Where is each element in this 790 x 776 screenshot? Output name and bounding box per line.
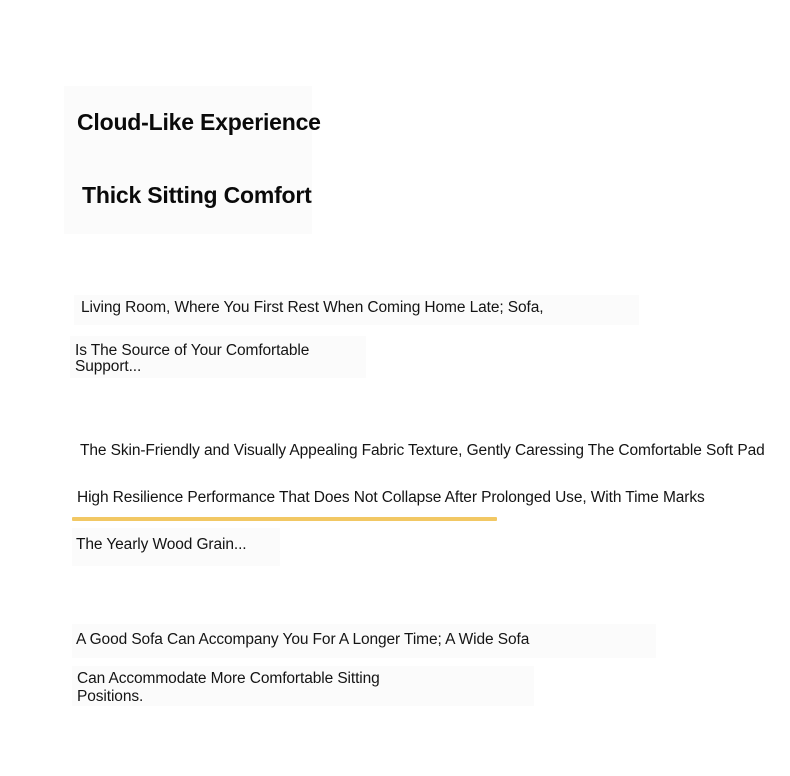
paragraph-3-line-2b: Positions. <box>77 688 144 705</box>
paragraph-1-line-2b: Support... <box>75 358 142 375</box>
paragraph-3-line-2 <box>77 670 477 706</box>
paragraph-1-line-2a: Is The Source of Your Comfortable <box>75 342 310 359</box>
paragraph-2-line-1: The Skin-Friendly and Visually Appealing Fabric Texture, Gently Caressing The Comfortable Soft Pad <box>80 442 765 459</box>
heading-thick-sitting: Thick Sitting Comfort <box>82 182 312 208</box>
paragraph-2-line-2: High Resilience Performance That Does Not Collapse After Prolonged Use, With Time Marks <box>77 489 705 506</box>
heading-cloud-like: Cloud-Like Experience <box>77 109 321 135</box>
highlight-underline <box>72 517 497 521</box>
paragraph-3-line-2a: Can Accommodate More Comfortable Sitting <box>77 670 380 687</box>
paragraph-1-line-2 <box>75 343 365 375</box>
paragraph-1-line-1: Living Room, Where You First Rest When Coming Home Late; Sofa, <box>81 299 544 316</box>
paragraph-2-line-3: The Yearly Wood Grain... <box>76 536 247 553</box>
paragraph-3-line-1: A Good Sofa Can Accompany You For A Longer Time; A Wide Sofa <box>76 631 530 648</box>
